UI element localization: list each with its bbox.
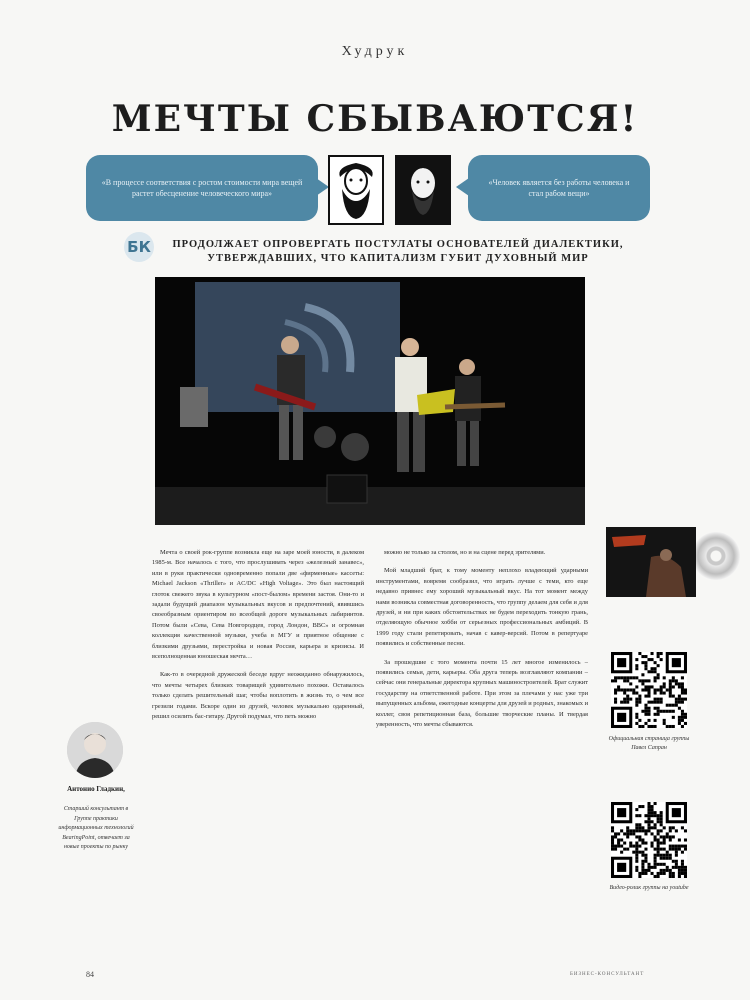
qr-code-youtube[interactable]: [611, 802, 687, 878]
cd-disc-icon: [692, 532, 740, 580]
portrait-marx: [328, 155, 384, 225]
section-title: Худрук: [341, 44, 409, 59]
magazine-logo: БК: [124, 232, 154, 262]
article-paragraph: можно не только за столом, но и на сцене перед зрителями.: [384, 549, 546, 556]
article-paragraph: За прошедшие с того момента почти 15 лет многое изменилось – появились семьи, дети, карьеры. Оба друга теперь возглавляют компании – сейчас они генеральные директора крупных машиностроителей. Брат служит государству на ответственной работе. При этом за плечами у нас уже три выпущенных альбома, ежегодные концерты для друзей и родных, знакомых и коллег, своя репетиционная база, большие творческие планы. И твердая уверенность, что мечты сбываются.: [376, 658, 588, 729]
article-paragraph: Мечта о своей рок-группе возникла еще на заре моей юности, в далеком 1985-м. Все началось с того, что прослушивать через «железный занавес», или в руки практически одновременно попали две «фирменные» кассеты: Michael Jackson «Thriller» и AC/DC «High Voltage». Это был настоящий глоток свежего звука в культурном «пост-былом» времени застоя. Они-то и задали будущий диапазон музыкальных вкусов и предпочтений, явившись своеобразным ориентиром во всеобщей дороге музыкальных лабиринтов. Потом были «Сева, Сева Новгородцев, город Лондон, BBC» и огромная коллекция качественной музыки, учеба в МГУ и приятное общение с близкими друзьями, перестройка и новая Россия, карьера и кризисы. И всеполноценная юношеская мечта…: [152, 549, 364, 661]
quote-text-left: «В процессе соответствия с ростом стоимости мира вещей растет обесценение человеческого мира»: [101, 178, 303, 198]
article-paragraph: Как-то в очередной дружеской беседе вдруг неожиданно обнаружилось, что мечты четырех близких товарищей удивительно похожи. Оставалось только сделать решительный шаг, чтобы воплотить в жизнь то, о чем все грезили годами. Вскоре один из друзей, человек музыкально одаренный, решил осилить бас-гитару. Другой подумал, что петь можно: [152, 671, 364, 721]
band-concert-photo: [155, 277, 585, 525]
quote-text-right: «Человек является без работы человека и стал рабом вещи»: [488, 178, 630, 198]
footer-magazine-name: БИЗНЕС-КОНСУЛЬТАНТ: [570, 972, 645, 977]
article-column-1: [152, 548, 364, 943]
quote-bubble-right: [468, 155, 650, 221]
portrait-engels: [395, 155, 451, 225]
subtitle: ПРОДОЛЖАЕТ ОПРОВЕРГАТЬ ПОСТУЛАТЫ ОСНОВАТЕЛЕЙ ДИАЛЕКТИКИ, УТВЕРЖДАВШИХ, ЧТО КАПИТАЛИЗМ ГУБИТ ДУХОВНЫЙ МИР: [172, 239, 624, 264]
qr-code-official-page[interactable]: [611, 652, 687, 728]
qr-caption-official-page: Официальная страница группы Павел Сапран: [608, 736, 690, 751]
author-photo: [67, 722, 123, 778]
author-role: Старший консультант в Группе практики информационных технологий BearingPoint, отвечает за новые проекты по рынку: [58, 806, 134, 850]
headline: МЕЧТЫ СБЫВАЮТСЯ!: [111, 98, 639, 140]
author-name: Антонио Гладкин,: [67, 785, 125, 793]
album-cover: [606, 527, 696, 597]
article-paragraph: Мой младший брат, к тому моменту неплохо владеющий ударными инструментами, вовремя сообразил, что играть лучше с теми, кто еще недавно привнес ему хороший музыкальный вкус. На тот момент между нами возникла совместная договоренность, что группу делаем для себя и для друзей, и ни при каких обстоятельствах не будем переходить тонкую грань, отделяющую обычное хобби от серьезных профессиональных амбиций. В 1999 году стали репетировать, начав с кавер-версий. Потом в репертуаре появились и собственные песни.: [376, 567, 588, 648]
qr-caption-youtube: Видео-ролик группы на youtube: [609, 885, 689, 891]
article-column-2: [376, 548, 588, 943]
quote-bubble-left: [86, 155, 318, 221]
page-number: 84: [86, 970, 94, 979]
